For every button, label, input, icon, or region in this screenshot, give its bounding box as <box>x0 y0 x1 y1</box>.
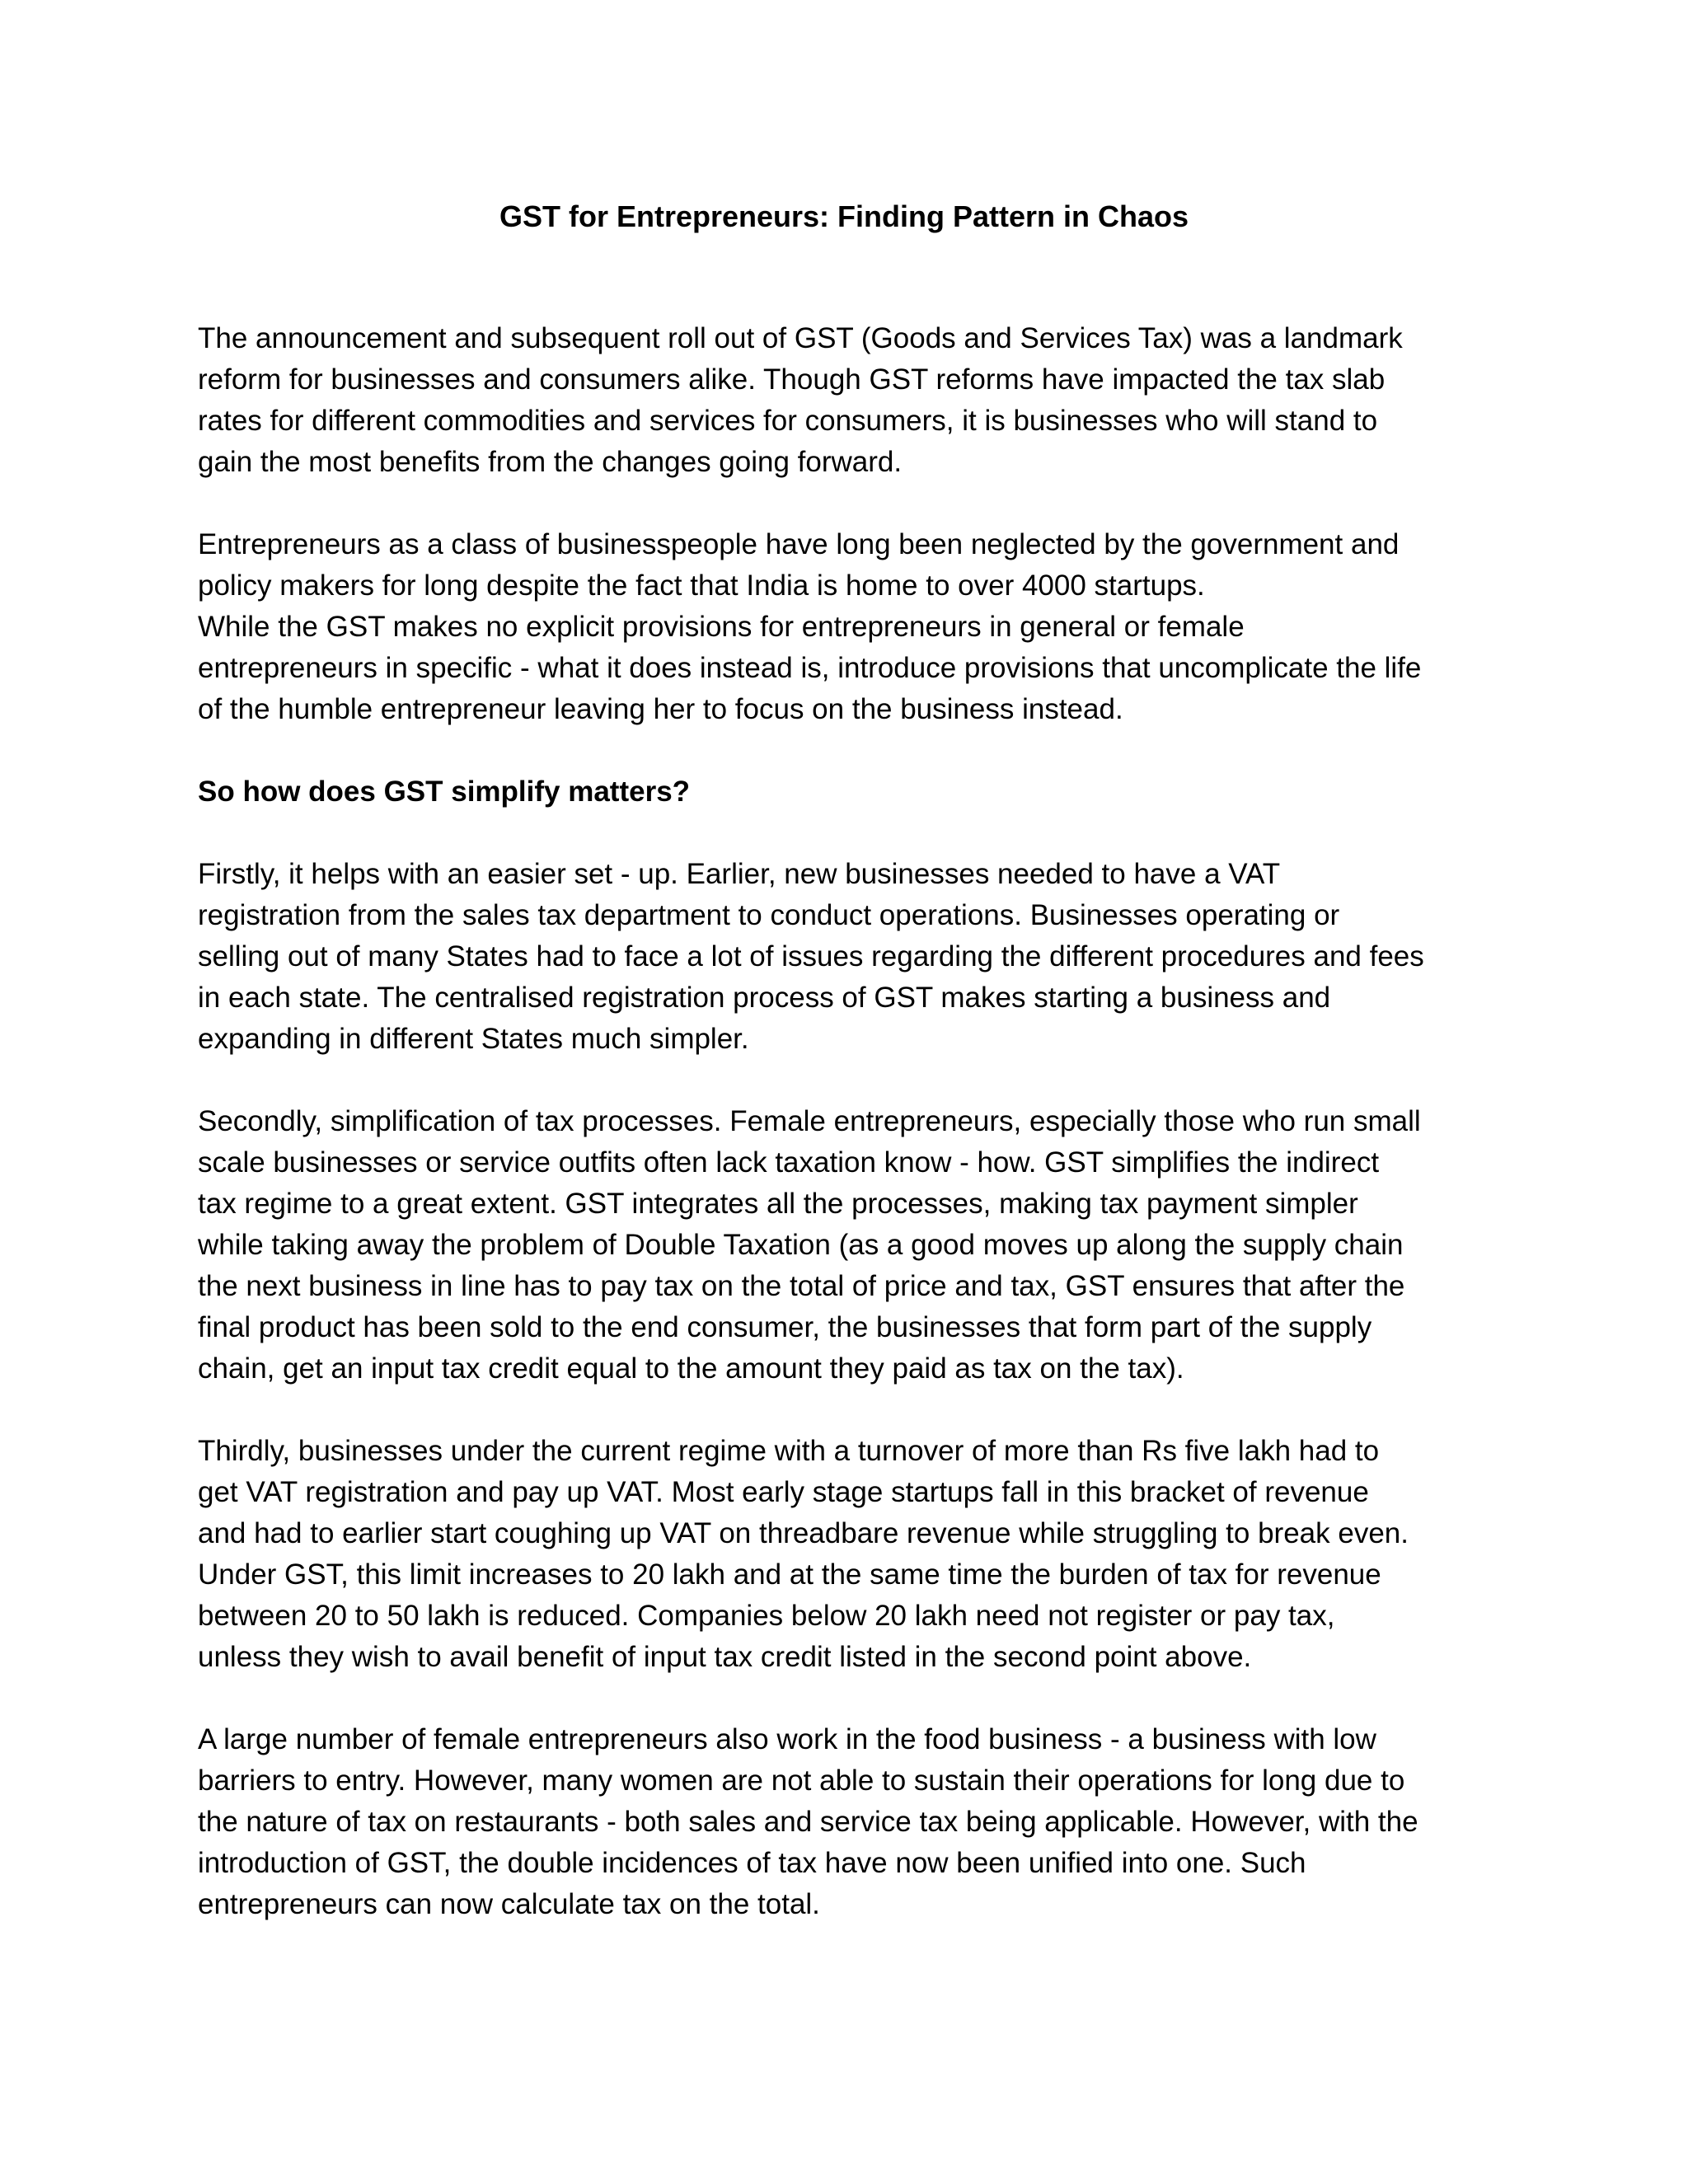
document-body <box>198 318 1500 1966</box>
paragraph-firstly: Firstly, it helps with an easier set - up. Earlier, new businesses needed to have a VAT registration from the sales tax department to conduct operations. Businesses operating or selling out of many States had to face a lot of issues regarding the different procedures and fees in each state. The centralised registration process of GST makes starting a business and expanding in different States much simpler. <box>198 858 1424 1055</box>
document-title: GST for Entrepreneurs: Finding Pattern in Chaos <box>499 199 1189 233</box>
paragraph-food-business: A large number of female entrepreneurs also work in the food business - a business with low barriers to entry. However, many women are not able to sustain their operations for long due to the nature of tax on restaurants - both sales and service tax being applicable. However, with the introduction of GST, the double incidences of tax have now been unified into one. Such entrepreneurs can now calculate tax on the total. <box>198 1723 1418 1920</box>
paragraph-entrepreneurs: Entrepreneurs as a class of businesspeople have long been neglected by the government and policy makers for long despite the fact that India is home to over 4000 startups. While the GST makes no explicit provisions for entrepreneurs in general or female entrepreneurs in specific - what it does instead is, introduce provisions that uncomplicate the life of the humble entrepreneur leaving her to focus on the business instead. <box>198 528 1422 725</box>
paragraph-secondly: Secondly, simplification of tax processes. Female entrepreneurs, especially those who run small scale businesses or service outfits often lack taxation know - how. GST simplifies the indirect tax regime to a great extent. GST integrates all the processes, making tax payment simpler while taking away the problem of Double Taxation (as a good moves up along the supply chain the next business in line has to pay tax on the total of price and tax, GST ensures that after the final product has been sold to the end consumer, the businesses that form part of the supply chain, get an input tax credit equal to the amount they paid as tax on the tax). <box>198 1105 1421 1385</box>
section-heading: So how does GST simplify matters? <box>198 776 691 808</box>
paragraph-intro: The announcement and subsequent roll out of GST (Goods and Services Tax) was a landmark reform for businesses and consumers alike. Though GST reforms have impacted the tax slab rates for different commodities and services for consumers, it is businesses who will stand to gain the most benefits from the changes going forward. <box>198 322 1403 478</box>
paragraph-thirdly: Thirdly, businesses under the current regime with a turnover of more than Rs five lakh had to get VAT registration and pay up VAT. Most early stage startups fall in this bracket of revenue and had to earlier start coughing up VAT on threadbare revenue while struggling to break even. Under GST, this limit increases to 20 lakh and at the same time the burden of tax for revenue between 20 to 50 lakh is reduced. Companies below 20 lakh need not register or pay tax, unless they wish to avail benefit of input tax credit listed in the second point above. <box>198 1435 1409 1673</box>
